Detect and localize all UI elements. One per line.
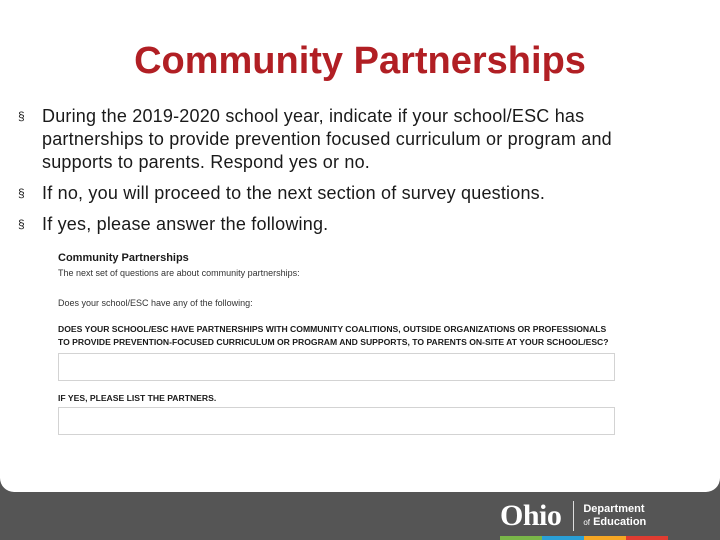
logo-divider xyxy=(573,501,574,531)
answer-field[interactable] xyxy=(58,353,615,381)
slide-title: Community Partnerships xyxy=(134,40,586,82)
bullet-item xyxy=(18,182,678,205)
bullet-list xyxy=(18,105,678,244)
slide-bottom-curve xyxy=(0,478,720,492)
ohio-education-logo xyxy=(500,500,646,532)
bullet-marker-icon: § xyxy=(18,186,25,200)
logo-dept-line2: Education xyxy=(593,516,647,528)
bullet-marker-icon: § xyxy=(18,109,25,123)
bullet-item xyxy=(18,213,678,236)
survey-screenshot xyxy=(58,252,618,435)
survey-subtitle: The next set of questions are about community partnerships: xyxy=(58,268,300,278)
survey-title: Community Partnerships xyxy=(58,252,189,264)
survey-question: Does your school/ESC have any of the following: xyxy=(58,298,253,308)
partners-field[interactable] xyxy=(58,407,615,435)
logo-dept-of: of xyxy=(583,518,591,527)
bullet-text: During the 2019-2020 school year, indicate if your school/ESC has partnerships to provide prevention focused curriculum or program and supports to parents. Respond yes or no. xyxy=(42,106,612,172)
stripe-segment xyxy=(584,536,626,540)
stripe-segment xyxy=(542,536,584,540)
stripe-segment xyxy=(626,536,668,540)
bullet-item xyxy=(18,105,678,174)
bullet-marker-icon: § xyxy=(18,217,25,231)
logo-department xyxy=(583,503,646,529)
survey-long-question: DOES YOUR SCHOOL/ESC HAVE PARTNERSHIPS WITH COMMUNITY COALITIONS, OUTSIDE ORGANIZATIONS OR PROFESSIONALS TO PROVIDE PREVENTION-FOCUSED CURRICULUM OR PROGRAM AND SUPPORTS, TO PARENTS ON-SITE AT YOUR SCHOOL/ESC? xyxy=(58,324,609,347)
partners-label: IF YES, PLEASE LIST THE PARTNERS. xyxy=(58,393,217,403)
logo-ohio-text: Ohio xyxy=(500,499,562,532)
bullet-text: If no, you will proceed to the next section of survey questions. xyxy=(42,183,546,203)
logo-color-stripe xyxy=(500,536,668,540)
bullet-text: If yes, please answer the following. xyxy=(42,214,329,234)
stripe-segment xyxy=(500,536,542,540)
logo-dept-line1: Department xyxy=(583,503,645,515)
